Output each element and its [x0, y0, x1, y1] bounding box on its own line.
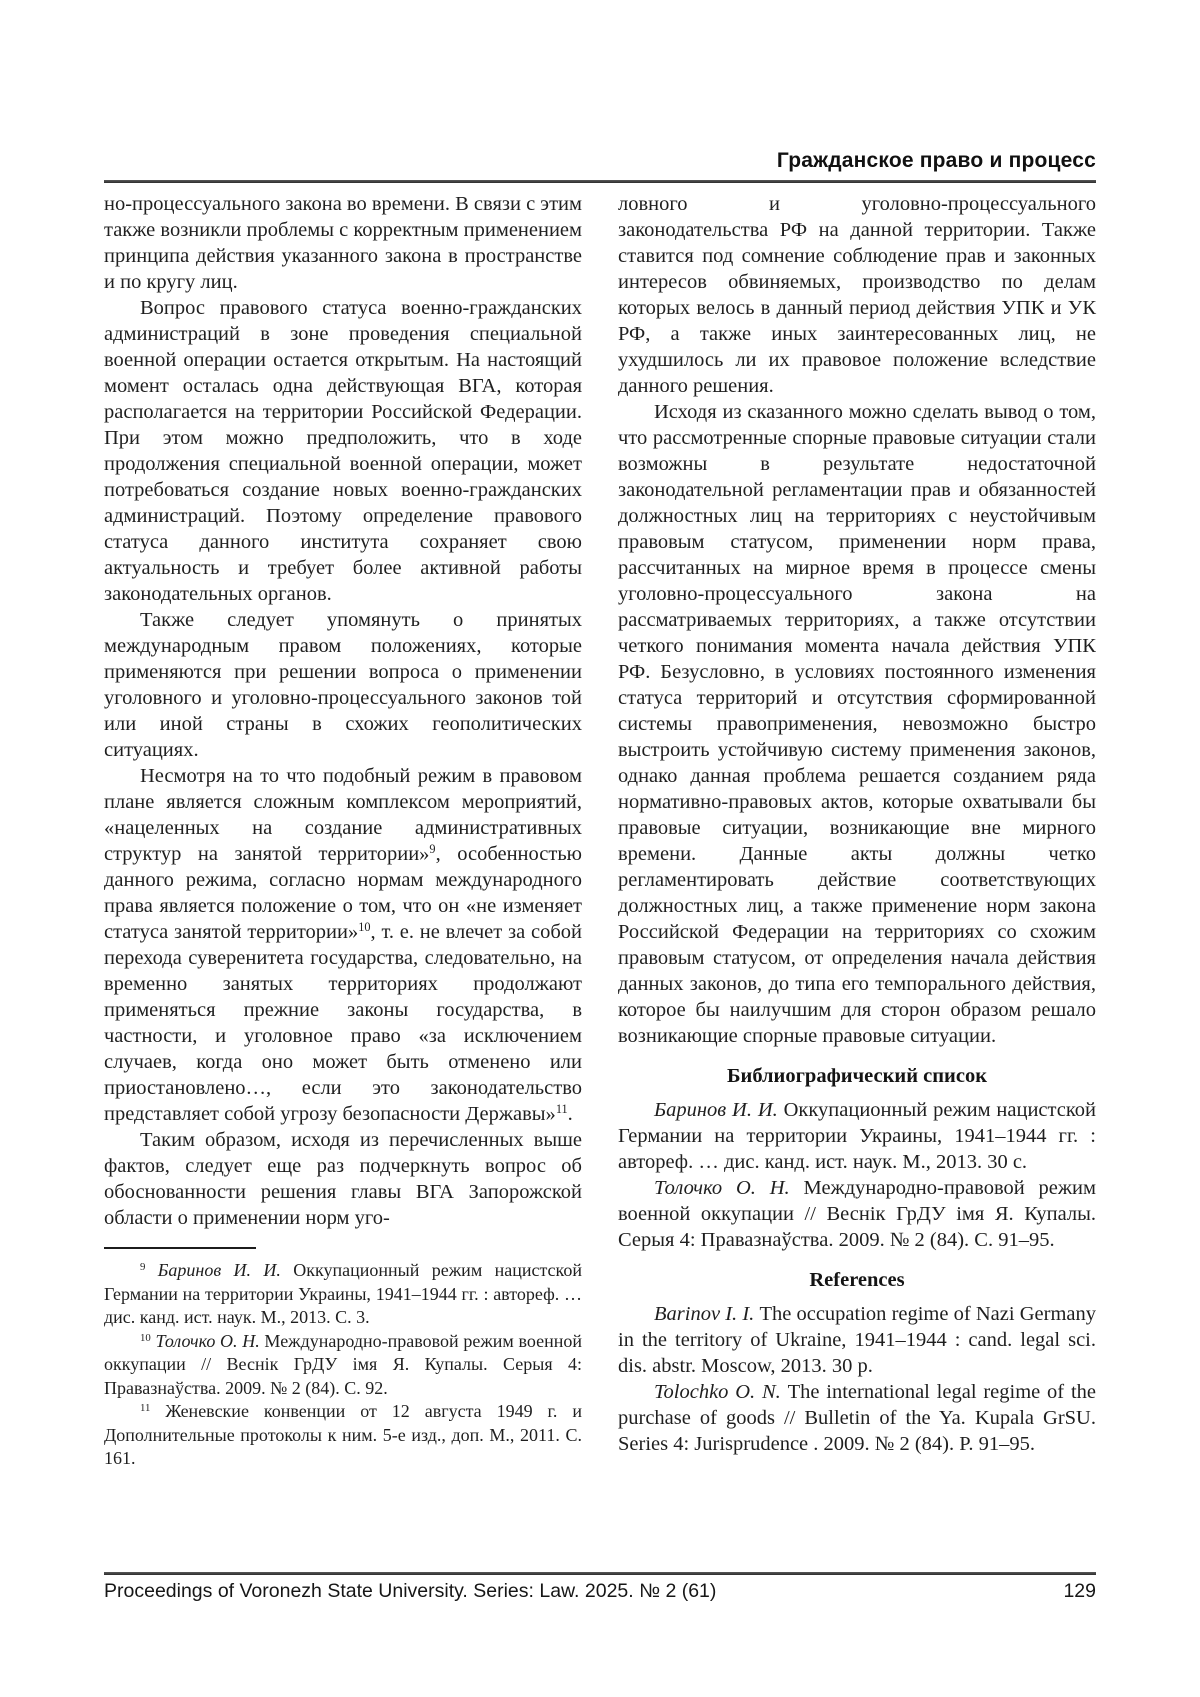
paragraph: Несмотря на то что подобный режим в правовом плане является сложным комплексом мероприятий, «нацеленных на создание административных структур на занятой территории»$^9$, особенностью данного режима, согласно нормам международного права является положение о том, что он «не изменяет статуса занятой территории»$^{10}$, т. е. не влечет за собой перехода суверенитета государства, следовательно, на временно занятых территориях продолжают применяться прежние законы государства, в частности, и уголовное право «за исключением случаев, когда оно может быть отменено или приостановлено…, если это законодательство представляет собой угрозу безопасности Державы»$^{11}$. — [104, 765, 582, 1125]
right-column — [618, 191, 1096, 1471]
bibliography-item: Баринов И. И. Оккупационный режим нацистской Германии на территории Украины, 1941–1944 гг. : автореф. … дис. канд. ист. наук. М., 2013. 30 с. — [618, 1099, 1096, 1173]
footnote-rule — [104, 1247, 256, 1249]
footnotes — [104, 1259, 582, 1471]
references-heading: References — [809, 1269, 905, 1291]
footnote: $^{10}$ Толочко О. Н. Международно-правовой режим военной оккупации // Веснік ГрДУ імя Я. Купалы. Серыя 4: Правазнаўства. 2009. № 2 (84). С. 92. — [104, 1330, 582, 1398]
paragraph: Также следует упомянуть о принятых международным правом положениях, которые применяются при решении вопроса о применении уголовного и уголовно-процессуального законов той или иной страны в схожих геополитических ситуациях. — [104, 609, 582, 761]
left-column — [104, 191, 582, 1471]
footnote: $^{11}$ Женевские конвенции от 12 августа 1949 г. и Дополнительные протоколы к ним. 5-е изд., доп. М., 2011. С. 161. — [104, 1401, 582, 1468]
article-body — [104, 191, 1096, 1471]
page-footer — [104, 1580, 1096, 1603]
header-rule — [104, 180, 1096, 183]
paragraph: Таким образом, исходя из перечисленных выше фактов, следует еще раз подчеркнуть вопрос об обоснованности решения главы ВГА Запорожской области о применении норм уго- — [104, 1129, 582, 1229]
reference-item: Barinov I. I. The occupation regime of Nazi Germany in the territory of Ukraine, 1941–1944 : cand. legal sci. dis. abstr. Moscow, 2013. 30 p. — [618, 1303, 1097, 1377]
journal-info: Proceedings of Voronezh State University. Series: Law. 2025. № 2 (61) — [104, 1580, 717, 1602]
bibliography-item: Толочко О. Н. Международно-правовой режим военной оккупации // Веснік ГрДУ імя Я. Купалы. Серыя 4: Правазнаўства. 2009. № 2 (84). С. 91–95. — [618, 1177, 1096, 1251]
paragraph: Вопрос правового статуса военно-гражданских администраций в зоне проведения специальной военной операции остается открытым. На настоящий момент осталась одна действующая ВГА, которая располагается на территории Российской Федерации. При этом можно предположить, что в ходе продолжения специальной военной операции, может потребоваться создание новых военно-гражданских администраций. Поэтому определение правового статуса данного института сохраняет свою актуальность и требует более активной работы законодательных органов. — [104, 297, 582, 605]
running-head-section-title: Гражданское право и процесс — [776, 149, 1096, 172]
bibliography-heading: Библиографический список — [726, 1065, 988, 1087]
paragraph: Исходя из сказанного можно сделать вывод о том, что рассмотренные спорные правовые ситуации стали возможны в результате недостаточной законодательной регламентации прав и обязанностей должностных лиц на территориях с неустойчивым правовым статусом, применении норм права, рассчитанных на мирное время в процессе смены уголовно-процессуального закона на рассматриваемых территориях, а также отсутствии четкого понимания момента начала действия УПК РФ. Безусловно, в условиях постоянного изменения статуса территорий и отсутствия сформированной системы правоприменения, невозможно быстро выстроить устойчивую систему применения законов, однако данная проблема решается созданием ряда нормативно-правовых актов, которые охватывали бы правовые ситуации, возникающие вне мирного времени. Данные акты должны четко регламентировать действие соответствующих должностных лиц, а также применение норм закона Российской Федерации на территориях со схожим правовым статусом, от определения начала действия данных законов, до типа его темпорального действия, которое бы наилучшим для сторон образом решало возникающие спорные правовые ситуации. — [618, 401, 1096, 1047]
paragraph: но-процессуального закона во времени. В связи с этим также возникли проблемы с корректным применением принципа действия указанного закона в пространстве и по кругу лиц. — [104, 193, 582, 293]
reference-item: Tolochko O. N. The international legal regime of the purchase of goods // Bulletin of the Ya. Kupala GrSU. Series 4: Jurisprudence . 2009. № 2 (84). P. 91–95. — [618, 1381, 1096, 1455]
page-number: 129 — [1063, 1580, 1096, 1602]
footnote: $^9$ Баринов И. И. Оккупационный режим нацистской Германии на территории Украины, 1941–1944 гг. : автореф. … дис. канд. ист. наук. М., 2013. С. 3. — [104, 1260, 582, 1327]
paragraph: ловного и уголовно-процессуального законодательства РФ на данной территории. Также ставится под сомнение соблюдение прав и законных интересов обвиняемых, производство по делам которых велось в данный период действия УПК и УК РФ, а также иных заинтересованных лиц, не ухудшилось ли их правовое положение вследствие данного решения. — [618, 193, 1096, 397]
footer-rule — [104, 1572, 1096, 1575]
